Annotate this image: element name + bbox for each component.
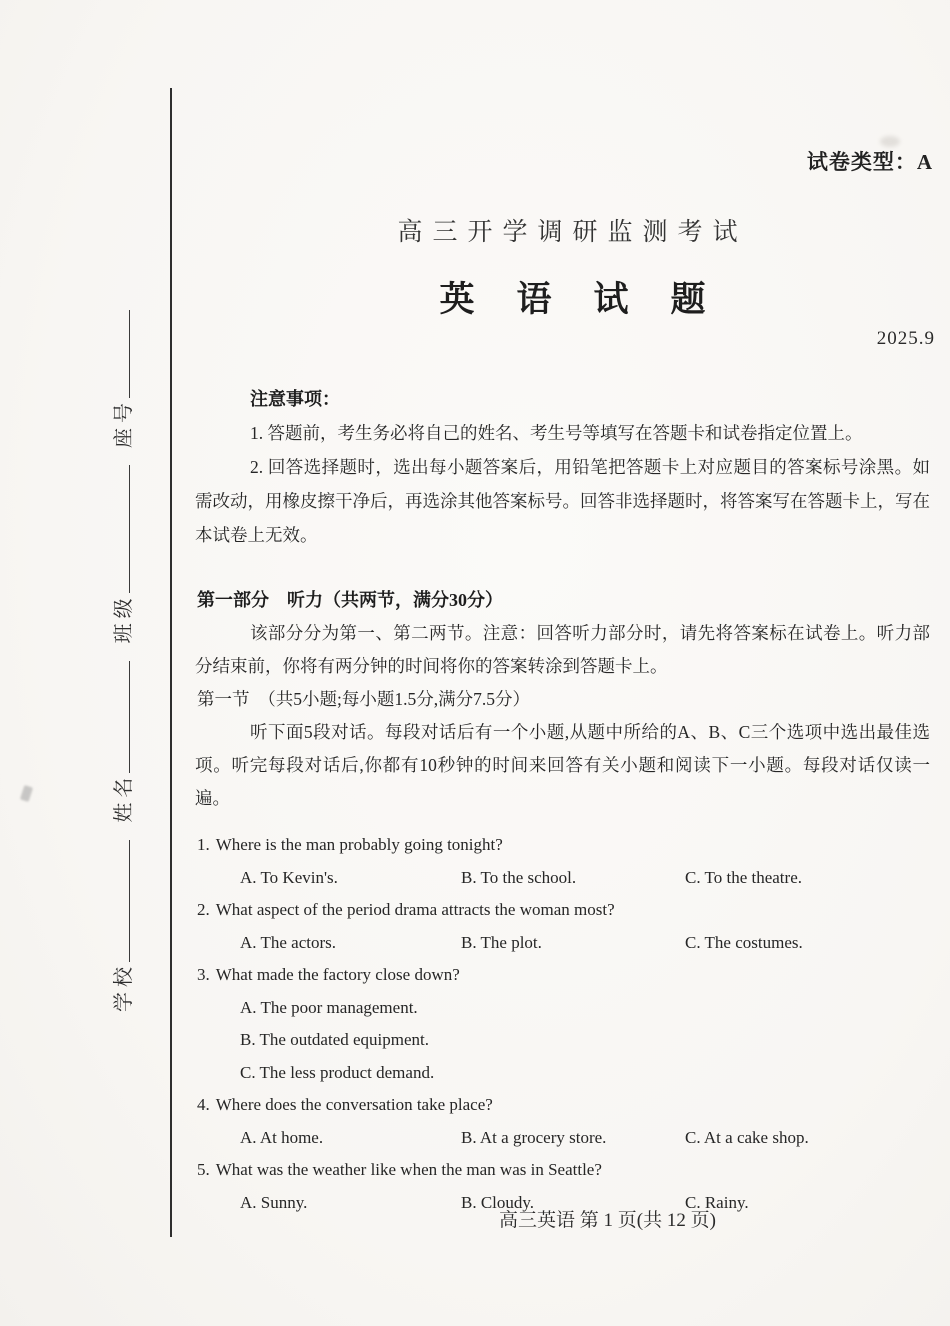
- school-blank-line: [115, 840, 130, 962]
- part1-listening-section: [195, 584, 930, 1219]
- question-text: [195, 1154, 930, 1187]
- scan-smudge-artifact: [20, 785, 33, 802]
- seat-number-label: 座号: [113, 398, 135, 449]
- option-b: B. To the school.: [461, 867, 577, 887]
- question-stem: Where does the conversation take place?: [215, 1095, 493, 1114]
- scan-smudge-artifact: [880, 136, 900, 147]
- question-text: [195, 894, 930, 927]
- option-a: A. The poor management.: [240, 997, 418, 1017]
- notice-heading: 注意事项：: [250, 389, 340, 409]
- option-b: B. The outdated equipment.: [240, 1030, 430, 1049]
- paper-type-label: 试卷类型：A: [806, 150, 933, 174]
- question-number: 4.: [197, 1095, 210, 1114]
- question-number: 3.: [197, 965, 210, 984]
- seal-divider-line: [170, 88, 172, 1237]
- section1-heading: 第一节 （共5小题;每小题1.5分,满分7.5分）: [197, 689, 530, 709]
- option-c: C. To the theatre.: [685, 867, 802, 887]
- class-label: 班级: [113, 593, 135, 644]
- exam-date: 2025.9: [876, 328, 935, 349]
- options-row: [195, 1122, 930, 1155]
- section1-intro: 听下面5段对话。每段对话后有一个小题,从题中所给的A、B、C三个选项中选出最佳选项。听完每段对话后,你都有10秒钟的时间来回答有关小题和阅读下一小题。每段对话仅读一遍。: [195, 722, 930, 808]
- name-field: [107, 661, 136, 823]
- question-stem: What made the factory close down?: [215, 965, 460, 984]
- option-c: C. The less product demand.: [240, 1062, 435, 1082]
- option-c: C. At a cake shop.: [685, 1127, 809, 1147]
- school-label: 学校: [113, 962, 135, 1012]
- exam-body: [195, 382, 930, 1219]
- question-1: [195, 829, 930, 894]
- page-footer: 高三英语 第 1 页(共 12 页): [499, 1210, 716, 1231]
- option-b: B. Cloudy.: [461, 1192, 535, 1212]
- question-stem: What was the weather like when the man was in Seattle?: [215, 1160, 602, 1179]
- question-number: 1.: [197, 835, 210, 854]
- name-blank-line: [115, 661, 130, 773]
- option-c: C. The costumes.: [685, 932, 803, 952]
- part1-heading: 第一部分 听力（共两节，满分30分）: [197, 590, 503, 610]
- question-text: [195, 829, 930, 862]
- question-3: [195, 959, 930, 1089]
- part1-intro: 该部分分为第一、第二两节。注意：回答听力部分时，请先将答案标在试卷上。听力部分结束前，你将有两分钟的时间将你的答案转涂到答题卡上。: [195, 623, 930, 676]
- question-list: [195, 829, 930, 1219]
- student-info-sidebar: [107, 310, 137, 1012]
- question-stem: What aspect of the period drama attracts the woman most?: [215, 900, 615, 919]
- question-2: [195, 894, 930, 959]
- option-a: A. The actors.: [240, 932, 336, 952]
- question-number: 2.: [197, 900, 210, 919]
- options-row: [195, 927, 930, 960]
- school-field: [107, 840, 136, 1012]
- question-stem: Where is the man probably going tonight?: [215, 835, 503, 854]
- options-row: [195, 862, 930, 895]
- question-text: [195, 1089, 930, 1122]
- class-field: [107, 465, 136, 643]
- option-c: C. Rainy.: [685, 1192, 749, 1212]
- option-a: A. At home.: [240, 1127, 324, 1147]
- options-column: [195, 992, 930, 1090]
- question-number: 5.: [197, 1160, 210, 1179]
- question-4: [195, 1089, 930, 1154]
- option-b: B. The plot.: [461, 932, 542, 952]
- notice-item-2: 2. 回答选择题时，选出每小题答案后，用铅笔把答题卡上对应题目的答案标号涂黑。如需改动，用橡皮擦干净后，再选涂其他答案标号。回答非选择题时，将答案写在答题卡上，写在本试卷上无效。: [195, 457, 930, 545]
- subject-title: 英语试题: [439, 280, 748, 319]
- question-text: [195, 959, 930, 992]
- option-a: A. Sunny.: [240, 1192, 308, 1212]
- seat-number-field: [107, 310, 136, 448]
- name-label: 姓名: [113, 772, 135, 823]
- exam-title: 高三开学调研监测考试: [397, 219, 748, 246]
- notice-item-1: 1. 答题前，考生务必将自己的姓名、考生号等填写在答题卡和试卷指定位置上。: [250, 423, 863, 443]
- option-b: B. At a grocery store.: [461, 1127, 607, 1147]
- class-blank-line: [115, 465, 130, 593]
- option-a: A. To Kevin's.: [240, 867, 338, 887]
- seat-number-blank-line: [115, 310, 130, 398]
